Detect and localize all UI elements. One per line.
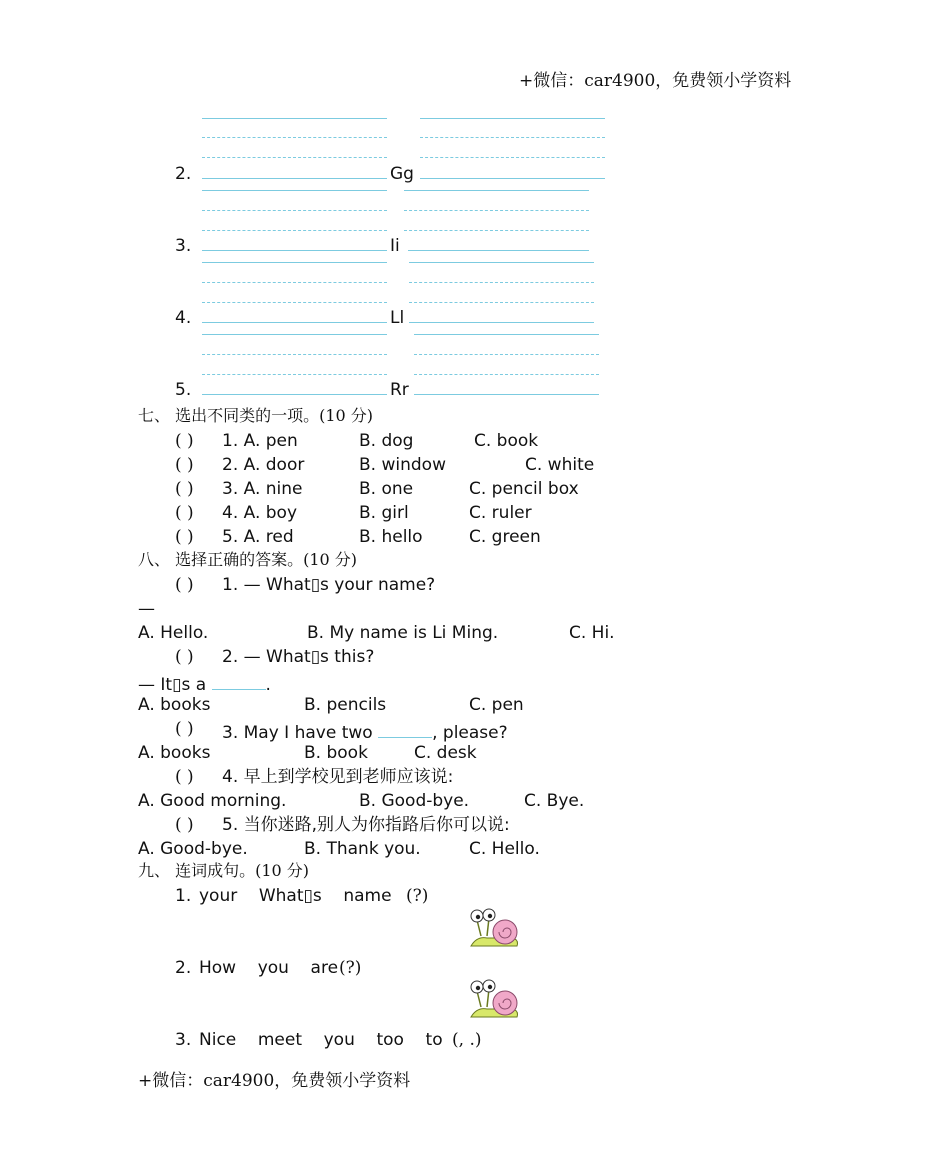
reply-line (138, 673, 271, 694)
punctuation-hint: (?) (406, 886, 429, 906)
fill-blank[interactable] (212, 673, 266, 690)
option-b: B. pencils (304, 695, 387, 715)
option-b: B. window (359, 455, 446, 475)
snail-icon (467, 977, 521, 1023)
option-c: C. green (469, 527, 541, 547)
option-c: C. pencil box (469, 479, 579, 499)
row-letter: Ll (390, 308, 405, 328)
option-a: 5. A. red (222, 527, 294, 547)
word-list: Nice meet you too to (199, 1030, 443, 1050)
row-letter: Gg (390, 164, 414, 184)
option-c: C. Hello. (469, 839, 540, 859)
option-a: A. Good morning. (138, 791, 287, 811)
answer-paren[interactable]: ( ) (175, 647, 194, 667)
option-c: C. white (525, 455, 595, 475)
option-b: B. dog (359, 431, 414, 451)
row-number: 2. (175, 164, 192, 184)
option-b: B. one (359, 479, 414, 499)
option-a: 1. A. pen (222, 431, 298, 451)
answer-paren[interactable]: ( ) (175, 767, 194, 787)
word-list: your What▯s name (199, 886, 392, 906)
answer-paren[interactable]: ( ) (175, 479, 194, 499)
watermark-bottom: +微信：car4900，免费领小学资料 (138, 1071, 411, 1091)
word-list: How you are (199, 958, 339, 978)
section-8-title: 八、 选择正确的答案。(10 分) (138, 550, 358, 569)
option-a: 2. A. door (222, 455, 305, 475)
option-a: A. books (138, 695, 211, 715)
answer-paren[interactable]: ( ) (175, 815, 194, 835)
question-text: 2. — What▯s this? (222, 647, 375, 667)
option-b: B. Thank you. (304, 839, 421, 859)
answer-paren[interactable]: ( ) (175, 719, 194, 739)
fill-blank[interactable] (378, 721, 432, 738)
option-b: B. girl (359, 503, 409, 523)
answer-paren[interactable]: ( ) (175, 527, 194, 547)
question-text: 5. 当你迷路,别人为你指路后你可以说: (222, 815, 510, 835)
option-a: A. Hello. (138, 623, 209, 643)
text-post: , please? (432, 723, 508, 743)
punctuation-hint: (?) (339, 958, 362, 978)
row-letter: Rr (390, 380, 409, 400)
option-b: B. book (304, 743, 368, 763)
option-a: A. Good-bye. (138, 839, 248, 859)
punctuation-hint: (, .) (452, 1030, 482, 1050)
option-c: C. ruler (469, 503, 532, 523)
row-number: 5. (175, 380, 192, 400)
option-b: B. Good-bye. (359, 791, 470, 811)
option-b: B. hello (359, 527, 423, 547)
item-number: 2. (175, 958, 192, 978)
item-number: 3. (175, 1030, 192, 1050)
option-a: A. books (138, 743, 211, 763)
question-text: 1. — What▯s your name? (222, 575, 436, 595)
reply-line: — (138, 599, 155, 619)
option-c: C. desk (414, 743, 477, 763)
option-b: B. My name is Li Ming. (307, 623, 499, 643)
option-a: 3. A. nine (222, 479, 303, 499)
section-9-title: 九、 连词成句。(10 分) (138, 861, 310, 880)
answer-paren[interactable]: ( ) (175, 503, 194, 523)
option-c: C. Hi. (569, 623, 615, 643)
row-number: 4. (175, 308, 192, 328)
text-pre: 3. May I have two (222, 723, 373, 743)
option-c: C. book (474, 431, 539, 451)
row-number: 3. (175, 236, 192, 256)
reply-post: . (265, 675, 271, 695)
option-a: 4. A. boy (222, 503, 298, 523)
answer-paren[interactable]: ( ) (175, 455, 194, 475)
watermark-top: +微信：car4900，免费领小学资料 (519, 71, 792, 91)
question-text: 4. 早上到学校见到老师应该说: (222, 767, 454, 787)
question-text (222, 721, 508, 742)
row-letter: Ii (390, 236, 400, 256)
option-c: C. pen (469, 695, 524, 715)
answer-paren[interactable]: ( ) (175, 575, 194, 595)
section-7-title: 七、 选出不同类的一项。(10 分) (138, 406, 374, 425)
reply-pre: — It▯s a (138, 675, 207, 695)
item-number: 1. (175, 886, 192, 906)
answer-paren[interactable]: ( ) (175, 431, 194, 451)
snail-icon (467, 906, 521, 952)
option-c: C. Bye. (524, 791, 585, 811)
